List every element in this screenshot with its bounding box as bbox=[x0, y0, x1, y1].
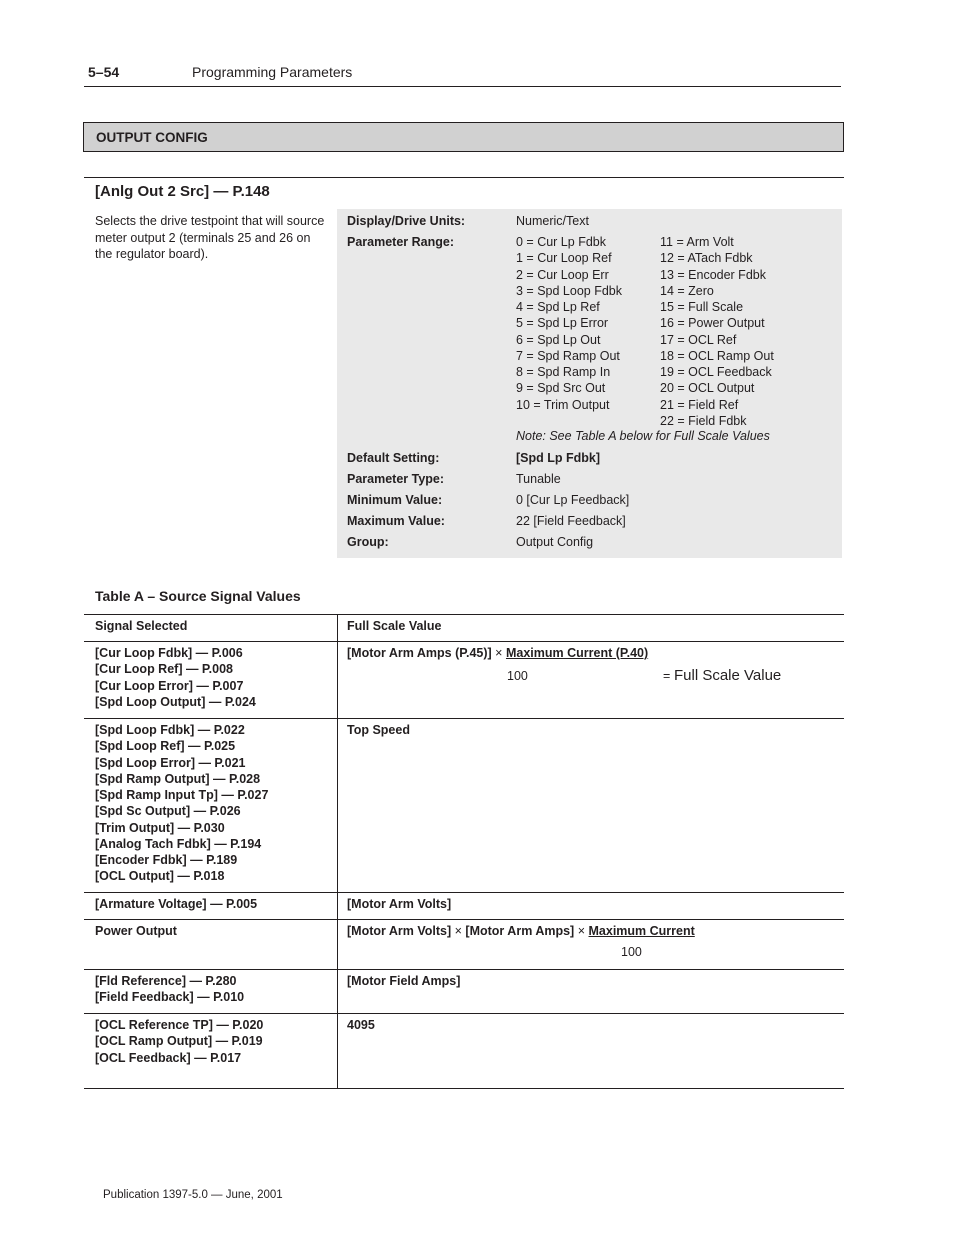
range-item: 4 = Spd Lp Ref bbox=[516, 300, 600, 314]
formula-term: Maximum Current (P.40) bbox=[505, 646, 649, 660]
signal-item: [Spd Ramp Input Tp] — P.027 bbox=[95, 788, 269, 802]
max-label: Maximum Value: bbox=[347, 514, 445, 528]
range-item: 8 = Spd Ramp In bbox=[516, 365, 611, 379]
signal-item: [Cur Loop Fdbk] — P.006 bbox=[95, 646, 243, 660]
range-item: 3 = Spd Loop Fdbk bbox=[516, 283, 622, 298]
formula-result: Full Scale Value bbox=[674, 667, 782, 684]
range-item: 15 = Full Scale bbox=[660, 300, 744, 314]
formula-term: [Motor Arm Amps (P.45)] bbox=[347, 646, 496, 660]
range-item: 2 = Cur Loop Err bbox=[516, 267, 609, 282]
signal-item: [Fld Reference] — P.280 bbox=[95, 974, 237, 988]
signal-item: [Spd Loop Output] — P.024 bbox=[95, 694, 256, 709]
page-number: 5–54 bbox=[88, 64, 120, 80]
signal-item: Power Output bbox=[95, 924, 177, 938]
signal-item: [Trim Output] — P.030 bbox=[95, 820, 225, 835]
full-scale-value: Top Speed bbox=[347, 723, 410, 737]
times-symbol: × bbox=[577, 924, 586, 938]
section-title: OUTPUT CONFIG bbox=[96, 130, 208, 145]
full-scale-value: 4095 bbox=[347, 1018, 375, 1032]
table-rule bbox=[84, 969, 844, 970]
table-rule bbox=[84, 1013, 844, 1014]
range-item: 16 = Power Output bbox=[660, 316, 765, 331]
range-item: 17 = OCL Ref bbox=[660, 332, 737, 347]
display-units-label: Display/Drive Units: bbox=[347, 214, 466, 228]
display-units-value: Numeric/Text bbox=[516, 214, 589, 228]
range-item: 20 = OCL Output bbox=[660, 381, 755, 396]
table-row-signals bbox=[95, 645, 256, 710]
signal-item: [OCL Ramp Output] — P.019 bbox=[95, 1034, 263, 1049]
full-scale-value: [Motor Arm Volts] bbox=[347, 897, 452, 911]
section-bar bbox=[83, 122, 844, 152]
table-rule bbox=[84, 892, 844, 893]
signal-item: [Field Feedback] — P.010 bbox=[95, 990, 245, 1005]
full-scale-formula bbox=[347, 923, 695, 939]
range-item: 22 = Field Fdbk bbox=[660, 413, 747, 428]
formula-term: [Motor Arm Amps] bbox=[461, 924, 578, 938]
min-label: Minimum Value: bbox=[347, 493, 443, 507]
range-list-2 bbox=[660, 234, 774, 429]
range-item: 21 = Field Ref bbox=[660, 397, 739, 412]
range-item: 0 = Cur Lp Fdbk bbox=[516, 235, 606, 249]
signal-item: [Encoder Fdbk] — P.189 bbox=[95, 853, 238, 867]
signal-item: [OCL Feedback] — P.017 bbox=[95, 1050, 242, 1065]
parameter-description: Selects the drive testpoint that will source meter output 2 (terminals 25 and 26 on the regulator board). bbox=[95, 214, 325, 261]
range-item: 18 = OCL Ramp Out bbox=[660, 348, 774, 363]
range-item: 13 = Encoder Fdbk bbox=[660, 267, 766, 282]
range-item: 12 = ATach Fdbk bbox=[660, 251, 753, 266]
times-symbol: × bbox=[495, 646, 503, 660]
range-note: Note: See Table A below for Full Scale Values bbox=[516, 429, 770, 443]
column-header-signal: Signal Selected bbox=[95, 619, 188, 633]
formula-equals: = bbox=[663, 669, 671, 683]
range-item: 19 = OCL Feedback bbox=[660, 365, 772, 379]
range-item: 7 = Spd Ramp Out bbox=[516, 348, 620, 363]
formula-denominator: 100 bbox=[507, 669, 528, 683]
range-item: 5 = Spd Lp Error bbox=[516, 316, 609, 331]
column-header-full-scale: Full Scale Value bbox=[347, 619, 442, 633]
signal-item: [Spd Ramp Output] — P.028 bbox=[95, 771, 261, 786]
parameter-rule bbox=[84, 177, 844, 178]
header-rule bbox=[84, 86, 841, 87]
max-value: 22 [Field Feedback] bbox=[516, 514, 626, 528]
full-scale-value: [Motor Field Amps] bbox=[347, 974, 461, 988]
table-row-signals bbox=[95, 1017, 263, 1066]
formula-denominator: 100 bbox=[621, 945, 642, 959]
table-rule bbox=[84, 919, 844, 920]
type-value: Tunable bbox=[516, 472, 561, 486]
signal-item: [Spd Loop Fdbk] — P.022 bbox=[95, 723, 245, 737]
table-row-signals bbox=[95, 973, 244, 1006]
default-value: [Spd Lp Fdbk] bbox=[516, 451, 601, 465]
table-row-signals bbox=[95, 722, 268, 885]
formula-term: Maximum Current bbox=[588, 924, 695, 938]
table-rule bbox=[84, 718, 844, 719]
min-value: 0 [Cur Lp Feedback] bbox=[516, 493, 630, 507]
table-rule bbox=[84, 1088, 844, 1089]
range-item: 11 = Arm Volt bbox=[660, 235, 734, 249]
formula-term: [Motor Arm Volts] bbox=[347, 924, 455, 938]
full-scale-formula bbox=[347, 645, 648, 661]
type-label: Parameter Type: bbox=[347, 472, 445, 486]
table-rule bbox=[84, 641, 844, 642]
signal-item: [Spd Loop Error] — P.021 bbox=[95, 755, 246, 770]
range-item: 6 = Spd Lp Out bbox=[516, 332, 601, 347]
signal-item: [Armature Voltage] — P.005 bbox=[95, 897, 258, 911]
signal-item: [Cur Loop Error] — P.007 bbox=[95, 678, 244, 693]
table-rule bbox=[84, 614, 844, 615]
parameter-title: [Anlg Out 2 Src] — P.148 bbox=[95, 183, 270, 200]
default-label: Default Setting: bbox=[347, 451, 440, 465]
signal-item: [Spd Sc Output] — P.026 bbox=[95, 804, 241, 819]
signal-item: [Analog Tach Fdbk] — P.194 bbox=[95, 836, 262, 851]
table-caption: Table A – Source Signal Values bbox=[95, 588, 301, 604]
range-item: 1 = Cur Loop Ref bbox=[516, 251, 612, 266]
signal-item: [Cur Loop Ref] — P.008 bbox=[95, 662, 233, 677]
chapter-title: Programming Parameters bbox=[192, 64, 353, 80]
range-label: Parameter Range: bbox=[347, 235, 454, 249]
group-label: Group: bbox=[347, 535, 389, 549]
range-item: 10 = Trim Output bbox=[516, 397, 610, 412]
signal-item: [OCL Reference TP] — P.020 bbox=[95, 1018, 264, 1032]
signal-item: [Spd Loop Ref] — P.025 bbox=[95, 739, 236, 754]
table-column-divider bbox=[337, 614, 338, 1089]
publication-footer: Publication 1397-5.0 — June, 2001 bbox=[103, 1189, 283, 1201]
group-value: Output Config bbox=[516, 535, 594, 549]
range-item: 14 = Zero bbox=[660, 283, 714, 298]
times-symbol: × bbox=[454, 924, 462, 938]
range-item: 9 = Spd Src Out bbox=[516, 381, 606, 396]
range-list-1 bbox=[516, 234, 622, 413]
signal-item: [OCL Output] — P.018 bbox=[95, 869, 225, 884]
